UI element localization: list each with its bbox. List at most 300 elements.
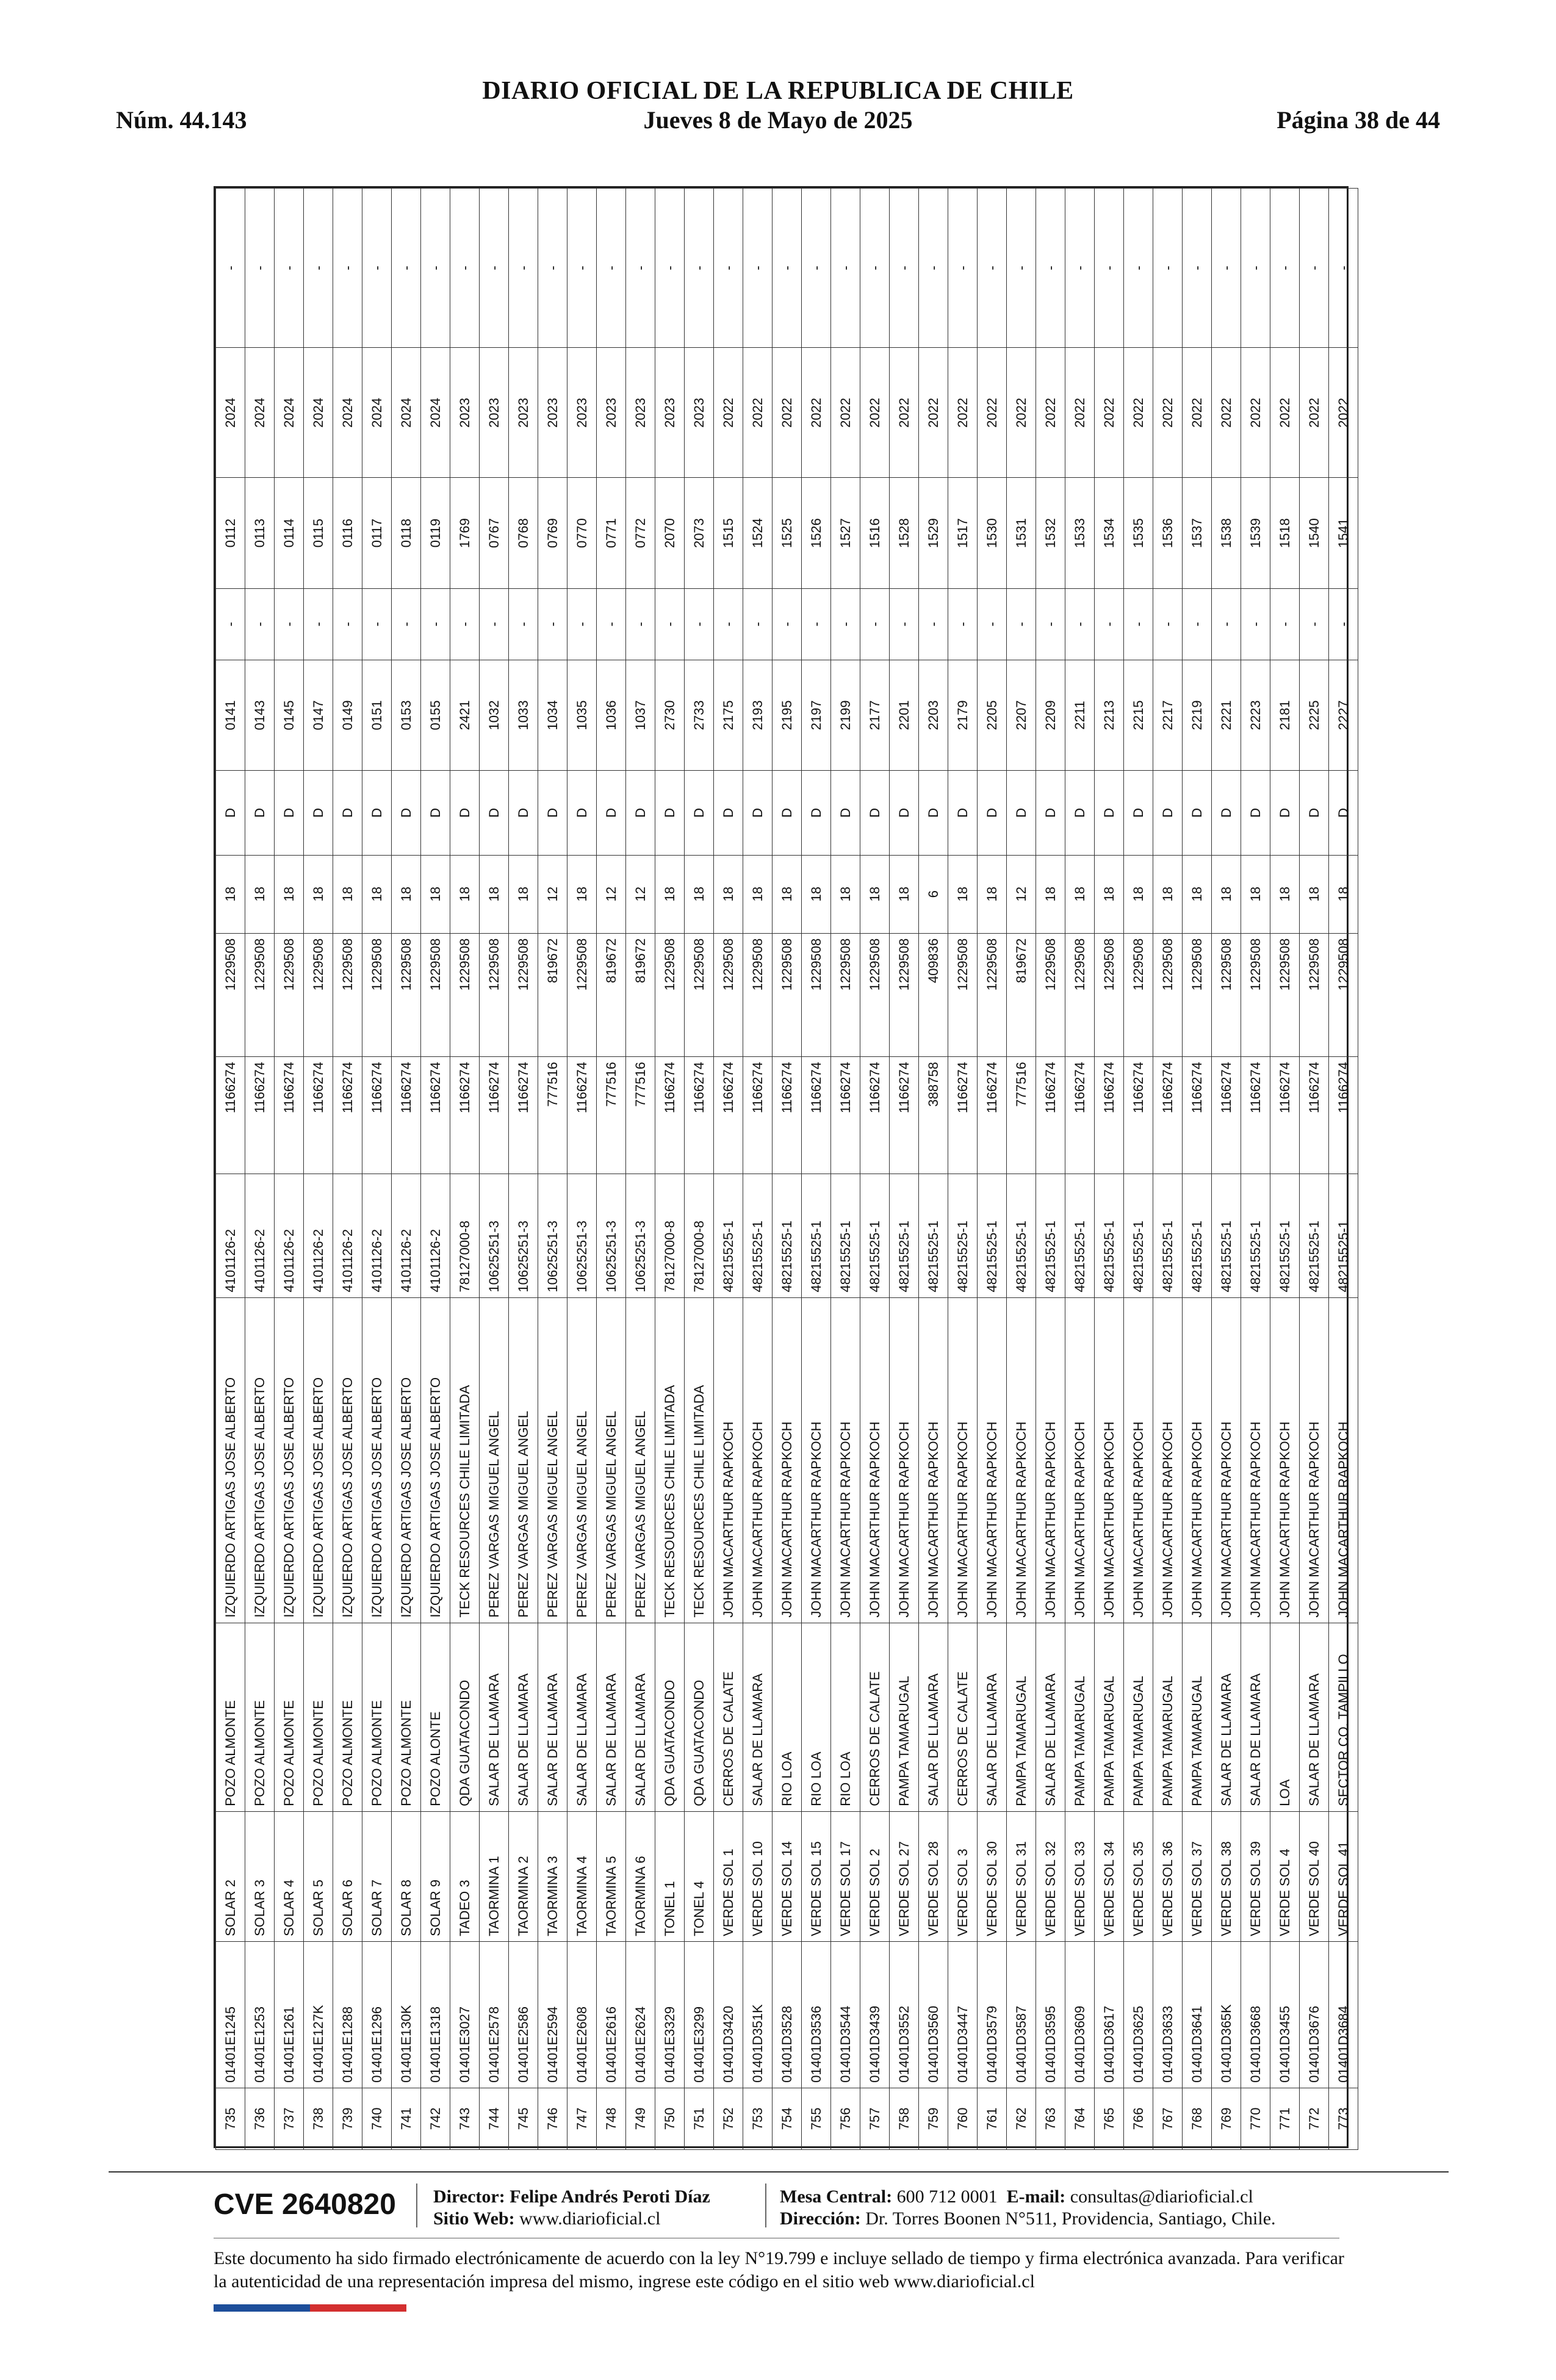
table-cell: JOHN MACARTHUR RAPKOCH — [890, 1297, 919, 1623]
table-cell: 1229508 — [655, 933, 685, 1057]
table-cell: 765 — [1095, 2088, 1124, 2149]
table-cell: JOHN MACARTHUR RAPKOCH — [743, 1297, 773, 1623]
table-cell: 01401D3544 — [831, 1941, 860, 2088]
table-cell: VERDE SOL 15 — [802, 1811, 831, 1941]
table-cell: 48215525-1 — [919, 1174, 948, 1298]
table-cell: 735 — [216, 2088, 245, 2149]
table-cell: 1166274 — [304, 1057, 333, 1174]
table-cell: 2022 — [714, 348, 743, 478]
table-cell: PEREZ VARGAS MIGUEL ANGEL — [538, 1297, 567, 1623]
table-cell: 1525 — [773, 478, 802, 588]
table-cell: VERDE SOL 33 — [1065, 1811, 1095, 1941]
table-cell: VERDE SOL 28 — [919, 1811, 948, 1941]
table-cell: VERDE SOL 3 — [948, 1811, 978, 1941]
table-cell: TAORMINA 5 — [597, 1811, 626, 1941]
table-cell: 4101126-2 — [216, 1174, 245, 1298]
table-cell: VERDE SOL 34 — [1095, 1811, 1124, 1941]
table-cell: POZO ALMONTE — [392, 1623, 421, 1811]
table-cell: - — [450, 588, 480, 660]
table-row — [978, 189, 1007, 2150]
table-cell: 1229508 — [1329, 933, 1358, 1057]
table-cell: - — [948, 588, 978, 660]
table-cell: 757 — [860, 2088, 890, 2149]
table-cell: - — [597, 588, 626, 660]
table-cell: - — [450, 189, 480, 348]
table-cell: 0769 — [538, 478, 567, 588]
table-cell: 18 — [948, 855, 978, 933]
table-cell: JOHN MACARTHUR RAPKOCH — [978, 1297, 1007, 1623]
table-cell: 763 — [1036, 2088, 1065, 2149]
table-cell: D — [890, 771, 919, 856]
table-cell: - — [890, 588, 919, 660]
table-cell: - — [714, 588, 743, 660]
table-cell: CERROS DE CALATE — [860, 1623, 890, 1811]
table-cell: - — [1300, 588, 1329, 660]
table-cell: 2421 — [450, 660, 480, 770]
table-cell: 48215525-1 — [860, 1174, 890, 1298]
table-cell: 18 — [362, 855, 392, 933]
table-cell: 737 — [275, 2088, 304, 2149]
table-cell: 2023 — [509, 348, 538, 478]
registry-table-body — [216, 189, 1358, 2150]
table-cell: - — [1183, 189, 1212, 348]
table-cell: 749 — [626, 2088, 655, 2149]
table-cell: 2022 — [1007, 348, 1036, 478]
table-cell: 18 — [1241, 855, 1270, 933]
table-cell: - — [1270, 189, 1300, 348]
table-cell: TECK RESOURCES CHILE LIMITADA — [685, 1297, 714, 1623]
table-cell: 750 — [655, 2088, 685, 2149]
table-cell: 819672 — [626, 933, 655, 1057]
table-cell: 1166274 — [802, 1057, 831, 1174]
table-cell: 2022 — [1153, 348, 1183, 478]
table-cell: 1535 — [1124, 478, 1153, 588]
email-link[interactable]: consultas@diarioficial.cl — [1070, 2187, 1253, 2207]
table-cell: 2022 — [743, 348, 773, 478]
table-cell: CERROS DE CALATE — [948, 1623, 978, 1811]
table-cell: 18 — [1036, 855, 1065, 933]
table-cell: TAORMINA 3 — [538, 1811, 567, 1941]
table-row — [1124, 189, 1153, 2150]
table-cell: 48215525-1 — [1212, 1174, 1241, 1298]
table-cell: 48215525-1 — [773, 1174, 802, 1298]
table-cell: - — [743, 588, 773, 660]
table-cell: 1526 — [802, 478, 831, 588]
table-row — [773, 189, 802, 2150]
table-cell: - — [978, 189, 1007, 348]
table-cell: 4101126-2 — [304, 1174, 333, 1298]
table-cell: 1229508 — [450, 933, 480, 1057]
table-cell: 78127000-8 — [450, 1174, 480, 1298]
table-cell: RIO LOA — [802, 1623, 831, 1811]
table-cell: 2207 — [1007, 660, 1036, 770]
table-cell: 2023 — [450, 348, 480, 478]
table-cell: RIO LOA — [773, 1623, 802, 1811]
table-cell: SOLAR 2 — [216, 1811, 245, 1941]
table-cell: D — [392, 771, 421, 856]
table-cell: 1229508 — [1183, 933, 1212, 1057]
table-cell: 1166274 — [216, 1057, 245, 1174]
table-cell: 1166274 — [831, 1057, 860, 1174]
table-cell: 48215525-1 — [948, 1174, 978, 1298]
table-cell: 18 — [802, 855, 831, 933]
table-cell: 2022 — [773, 348, 802, 478]
table-cell: 2199 — [831, 660, 860, 770]
table-row — [304, 189, 333, 2150]
table-cell: - — [1153, 588, 1183, 660]
website-link[interactable]: www.diarioficial.cl — [519, 2209, 661, 2229]
table-cell: 755 — [802, 2088, 831, 2149]
table-cell: 01401E1245 — [216, 1941, 245, 2088]
table-cell: - — [714, 189, 743, 348]
table-cell: 2203 — [919, 660, 948, 770]
table-cell: - — [802, 189, 831, 348]
table-cell: - — [1124, 189, 1153, 348]
table-row — [919, 189, 948, 2150]
table-cell: 741 — [392, 2088, 421, 2149]
table-cell: 1037 — [626, 660, 655, 770]
table-cell: 01401D3420 — [714, 1941, 743, 2088]
table-cell: - — [890, 189, 919, 348]
table-cell: 1166274 — [1241, 1057, 1270, 1174]
table-row — [421, 189, 450, 2150]
table-cell: 1166274 — [567, 1057, 597, 1174]
table-cell: D — [597, 771, 626, 856]
page-header — [116, 76, 1440, 150]
table-row — [245, 189, 275, 2150]
table-cell: - — [1212, 189, 1241, 348]
flag-stripe — [214, 2304, 406, 2312]
table-cell: PEREZ VARGAS MIGUEL ANGEL — [597, 1297, 626, 1623]
table-cell: 819672 — [597, 933, 626, 1057]
table-cell: 736 — [245, 2088, 275, 2149]
table-cell: 4101126-2 — [245, 1174, 275, 1298]
table-cell: 18 — [567, 855, 597, 933]
table-cell: JOHN MACARTHUR RAPKOCH — [1153, 1297, 1183, 1623]
table-cell: SALAR DE LLAMARA — [1241, 1623, 1270, 1811]
table-cell: 48215525-1 — [714, 1174, 743, 1298]
table-cell: SALAR DE LLAMARA — [1036, 1623, 1065, 1811]
table-cell: D — [655, 771, 685, 856]
table-cell: 767 — [1153, 2088, 1183, 2149]
table-cell: - — [948, 189, 978, 348]
flag-red-segment — [310, 2304, 406, 2312]
table-cell: 2023 — [538, 348, 567, 478]
table-cell: 1166274 — [362, 1057, 392, 1174]
table-cell: VERDE SOL 35 — [1124, 1811, 1153, 1941]
table-cell: D — [948, 771, 978, 856]
table-cell: 409836 — [919, 933, 948, 1057]
table-cell: 01401D351K — [743, 1941, 773, 2088]
table-cell: - — [362, 588, 392, 660]
table-cell: JOHN MACARTHUR RAPKOCH — [1329, 1297, 1358, 1623]
table-cell: JOHN MACARTHUR RAPKOCH — [773, 1297, 802, 1623]
table-cell: 1166274 — [714, 1057, 743, 1174]
table-cell: D — [216, 771, 245, 856]
table-cell: 769 — [1212, 2088, 1241, 2149]
table-cell: 01401D3676 — [1300, 1941, 1329, 2088]
table-cell: D — [1036, 771, 1065, 856]
table-cell: 1541 — [1329, 478, 1358, 588]
table-cell: - — [802, 588, 831, 660]
table-cell: TAORMINA 4 — [567, 1811, 597, 1941]
table-cell: VERDE SOL 1 — [714, 1811, 743, 1941]
table-cell: 819672 — [1007, 933, 1036, 1057]
table-cell: 771 — [1270, 2088, 1300, 2149]
table-cell: 2022 — [1095, 348, 1124, 478]
table-cell: 0153 — [392, 660, 421, 770]
table-cell: JOHN MACARTHUR RAPKOCH — [831, 1297, 860, 1623]
table-cell: - — [245, 588, 275, 660]
table-cell: 2022 — [948, 348, 978, 478]
table-row — [567, 189, 597, 2150]
director-name: Felipe Andrés Peroti Díaz — [510, 2187, 710, 2207]
table-cell: TAORMINA 2 — [509, 1811, 538, 1941]
table-cell: 1166274 — [685, 1057, 714, 1174]
table-cell: TECK RESOURCES CHILE LIMITADA — [450, 1297, 480, 1623]
table-cell: - — [1300, 189, 1329, 348]
table-cell: 2024 — [245, 348, 275, 478]
table-cell: D — [275, 771, 304, 856]
table-cell: 747 — [567, 2088, 597, 2149]
table-cell: - — [275, 189, 304, 348]
table-cell: 1166274 — [421, 1057, 450, 1174]
table-cell: 01401E2578 — [480, 1941, 509, 2088]
table-cell: 2023 — [655, 348, 685, 478]
table-cell: 12 — [1007, 855, 1036, 933]
table-cell: 770 — [1241, 2088, 1270, 2149]
table-row — [480, 189, 509, 2150]
table-cell: JOHN MACARTHUR RAPKOCH — [1095, 1297, 1124, 1623]
table-cell: 1035 — [567, 660, 597, 770]
table-cell: 761 — [978, 2088, 1007, 2149]
table-cell: - — [245, 189, 275, 348]
table-cell: - — [216, 588, 245, 660]
table-cell: 01401E2616 — [597, 1941, 626, 2088]
footer-divider — [109, 2171, 1449, 2173]
table-cell: POZO ALMONTE — [304, 1623, 333, 1811]
table-cell: SOLAR 7 — [362, 1811, 392, 1941]
table-cell: 738 — [304, 2088, 333, 2149]
table-cell: 1034 — [538, 660, 567, 770]
table-cell: 18 — [655, 855, 685, 933]
table-cell: 1229508 — [1300, 933, 1329, 1057]
table-cell: 2024 — [275, 348, 304, 478]
table-cell: 18 — [890, 855, 919, 933]
table-cell: 1536 — [1153, 478, 1183, 588]
table-row — [1095, 189, 1124, 2150]
table-cell: 2022 — [978, 348, 1007, 478]
table-row — [333, 189, 362, 2150]
table-cell: 01401D3617 — [1095, 1941, 1124, 2088]
table-cell: - — [743, 189, 773, 348]
table-cell: 18 — [275, 855, 304, 933]
table-row — [1329, 189, 1358, 2150]
table-cell: 777516 — [597, 1057, 626, 1174]
table-cell: 2177 — [860, 660, 890, 770]
table-row — [1241, 189, 1270, 2150]
table-cell: D — [450, 771, 480, 856]
table-cell: 1538 — [1212, 478, 1241, 588]
table-cell: 2023 — [626, 348, 655, 478]
table-cell: VERDE SOL 41 — [1329, 1811, 1358, 1941]
table-cell: 1533 — [1065, 478, 1095, 588]
table-row — [509, 189, 538, 2150]
table-cell: 1537 — [1183, 478, 1212, 588]
table-cell: RIO LOA — [831, 1623, 860, 1811]
table-row — [890, 189, 919, 2150]
table-cell: 2070 — [655, 478, 685, 588]
table-cell: D — [860, 771, 890, 856]
table-cell: 18 — [1124, 855, 1153, 933]
table-cell: 752 — [714, 2088, 743, 2149]
table-cell: D — [1095, 771, 1124, 856]
table-cell: D — [1183, 771, 1212, 856]
table-cell: 2024 — [304, 348, 333, 478]
table-cell: 0113 — [245, 478, 275, 588]
table-cell: 2022 — [1212, 348, 1241, 478]
table-cell: D — [1007, 771, 1036, 856]
table-cell: 2175 — [714, 660, 743, 770]
table-cell: IZQUIERDO ARTIGAS JOSE ALBERTO — [245, 1297, 275, 1623]
director-label: Director: — [433, 2187, 505, 2207]
table-cell: - — [1183, 588, 1212, 660]
table-cell: IZQUIERDO ARTIGAS JOSE ALBERTO — [216, 1297, 245, 1623]
table-cell: 777516 — [626, 1057, 655, 1174]
table-cell: TONEL 1 — [655, 1811, 685, 1941]
table-cell: 746 — [538, 2088, 567, 2149]
table-row — [1007, 189, 1036, 2150]
table-cell: D — [480, 771, 509, 856]
table-cell: 01401D3609 — [1065, 1941, 1095, 2088]
table-cell: SALAR DE LLAMARA — [567, 1623, 597, 1811]
table-cell: 12 — [538, 855, 567, 933]
table-cell: 1166274 — [978, 1057, 1007, 1174]
table-cell: SOLAR 4 — [275, 1811, 304, 1941]
table-cell: - — [860, 189, 890, 348]
table-cell: 2022 — [860, 348, 890, 478]
website-label: Sitio Web: — [433, 2209, 515, 2229]
table-cell: 1166274 — [1095, 1057, 1124, 1174]
table-cell: 1229508 — [1241, 933, 1270, 1057]
table-cell: POZO ALMONTE — [362, 1623, 392, 1811]
table-cell: - — [1124, 588, 1153, 660]
table-row — [626, 189, 655, 2150]
table-row — [362, 189, 392, 2150]
table-cell: 2219 — [1183, 660, 1212, 770]
table-cell: 748 — [597, 2088, 626, 2149]
table-cell: - — [567, 588, 597, 660]
table-cell: PAMPA TAMARUGAL — [890, 1623, 919, 1811]
table-cell: - — [1329, 189, 1358, 348]
table-cell: 01401D3560 — [919, 1941, 948, 2088]
table-cell: 2195 — [773, 660, 802, 770]
table-cell: 1166274 — [1036, 1057, 1065, 1174]
table-cell: - — [1153, 189, 1183, 348]
table-cell: 18 — [1065, 855, 1095, 933]
table-cell: D — [714, 771, 743, 856]
flag-blue-segment — [214, 2304, 310, 2312]
table-cell: 2023 — [480, 348, 509, 478]
table-cell: 48215525-1 — [831, 1174, 860, 1298]
table-cell: - — [1007, 588, 1036, 660]
table-cell: 1769 — [450, 478, 480, 588]
table-row — [392, 189, 421, 2150]
table-cell: 18 — [333, 855, 362, 933]
table-cell: 18 — [831, 855, 860, 933]
table-cell: 1036 — [597, 660, 626, 770]
table-cell: D — [1270, 771, 1300, 856]
table-cell: 0141 — [216, 660, 245, 770]
table-cell: 1166274 — [890, 1057, 919, 1174]
table-cell: 0119 — [421, 478, 450, 588]
table-cell: 01401D3625 — [1124, 1941, 1153, 2088]
table-cell: 18 — [773, 855, 802, 933]
table-cell: VERDE SOL 4 — [1270, 1811, 1300, 1941]
table-cell: 0151 — [362, 660, 392, 770]
table-cell: D — [685, 771, 714, 856]
table-cell: 1229508 — [421, 933, 450, 1057]
table-cell: 10625251-3 — [509, 1174, 538, 1298]
table-cell: SALAR DE LLAMARA — [509, 1623, 538, 1811]
page-indicator: Página 38 de 44 — [1277, 106, 1440, 134]
table-cell: - — [626, 588, 655, 660]
mesa-label: Mesa Central: — [780, 2187, 893, 2207]
table-cell: 754 — [773, 2088, 802, 2149]
table-cell: IZQUIERDO ARTIGAS JOSE ALBERTO — [333, 1297, 362, 1623]
table-cell: IZQUIERDO ARTIGAS JOSE ALBERTO — [362, 1297, 392, 1623]
table-cell: PEREZ VARGAS MIGUEL ANGEL — [567, 1297, 597, 1623]
table-cell: 01401D3536 — [802, 1941, 831, 2088]
table-cell: 48215525-1 — [802, 1174, 831, 1298]
table-cell: QDA GUATACONDO — [450, 1623, 480, 1811]
table-cell: 01401D3579 — [978, 1941, 1007, 2088]
table-cell: SOLAR 5 — [304, 1811, 333, 1941]
table-cell: 2193 — [743, 660, 773, 770]
table-cell: 0147 — [304, 660, 333, 770]
table-cell: TECK RESOURCES CHILE LIMITADA — [655, 1297, 685, 1623]
table-cell: - — [567, 189, 597, 348]
table-cell: - — [831, 588, 860, 660]
table-cell: 744 — [480, 2088, 509, 2149]
table-cell: 2022 — [802, 348, 831, 478]
table-cell: 1032 — [480, 660, 509, 770]
table-cell: 18 — [450, 855, 480, 933]
table-cell: 2022 — [1183, 348, 1212, 478]
table-cell: SALAR DE LLAMARA — [978, 1623, 1007, 1811]
table-cell: D — [509, 771, 538, 856]
table-cell: - — [773, 588, 802, 660]
table-cell: 2227 — [1329, 660, 1358, 770]
table-cell: 0155 — [421, 660, 450, 770]
table-cell: 1229508 — [1036, 933, 1065, 1057]
table-row — [538, 189, 567, 2150]
table-cell: 1229508 — [1065, 933, 1095, 1057]
table-cell: 18 — [392, 855, 421, 933]
table-cell: 1530 — [978, 478, 1007, 588]
table-cell: 1532 — [1036, 478, 1065, 588]
table-cell: VERDE SOL 30 — [978, 1811, 1007, 1941]
table-cell: 01401D3528 — [773, 1941, 802, 2088]
table-cell: 01401E127K — [304, 1941, 333, 2088]
table-cell: 01401D365K — [1212, 1941, 1241, 2088]
table-cell: D — [919, 771, 948, 856]
table-cell: JOHN MACARTHUR RAPKOCH — [948, 1297, 978, 1623]
table-cell: 1166274 — [245, 1057, 275, 1174]
table-cell: JOHN MACARTHUR RAPKOCH — [1241, 1297, 1270, 1623]
table-cell: 18 — [480, 855, 509, 933]
table-cell: 1229508 — [714, 933, 743, 1057]
